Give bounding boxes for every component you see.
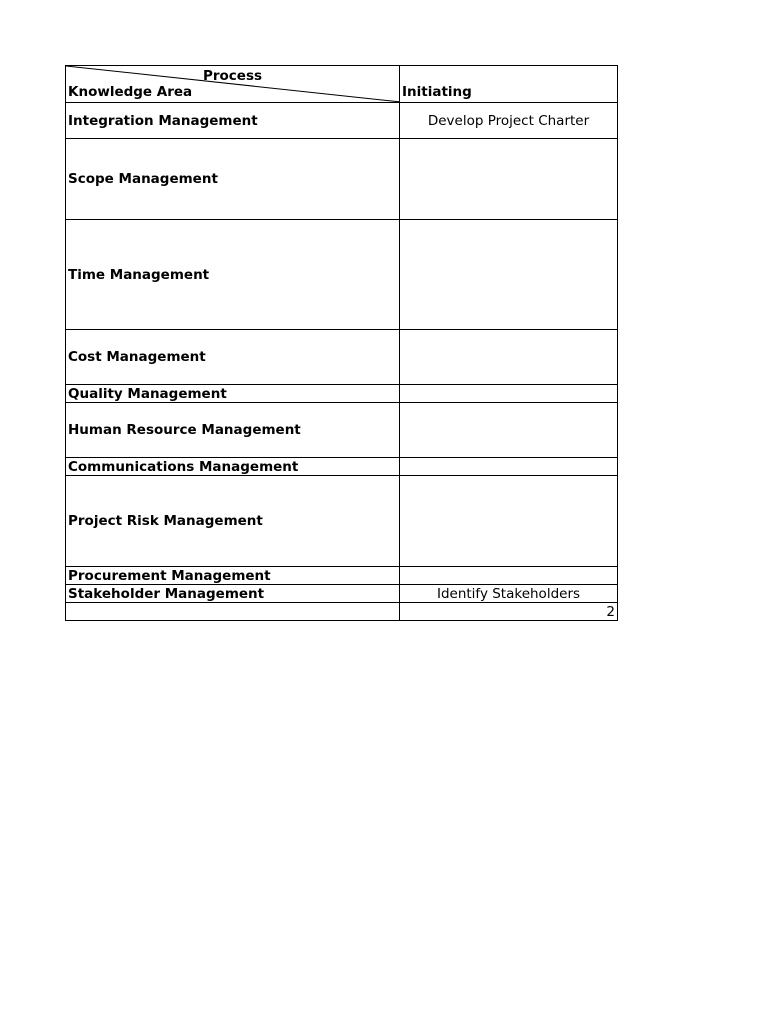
knowledge-area-header-label: Knowledge Area — [68, 84, 193, 100]
process-header-label: Process — [202, 68, 263, 84]
table-row — [66, 403, 618, 458]
knowledge-area-cell: Time Management — [66, 220, 400, 330]
initiating-cell — [400, 476, 618, 567]
initiating-cell — [400, 458, 618, 476]
initiating-cell — [400, 139, 618, 220]
initiating-cell — [400, 385, 618, 403]
initiating-cell: Identify Stakeholders — [400, 585, 618, 603]
initiating-cell — [400, 567, 618, 585]
initiating-cell — [400, 330, 618, 385]
initiating-cell — [400, 220, 618, 330]
knowledge-area-cell: Cost Management — [66, 330, 400, 385]
process-knowledge-area-table — [65, 65, 618, 621]
initiating-cell — [400, 403, 618, 458]
header-diagonal-cell — [66, 66, 400, 103]
knowledge-area-cell: Project Risk Management — [66, 476, 400, 567]
knowledge-area-cell: Procurement Management — [66, 567, 400, 585]
table-row — [66, 330, 618, 385]
footer-count: 2 — [400, 603, 618, 621]
knowledge-area-cell: Integration Management — [66, 103, 400, 139]
table-row — [66, 220, 618, 330]
knowledge-area-cell: Quality Management — [66, 385, 400, 403]
knowledge-area-cell: Scope Management — [66, 139, 400, 220]
table-row — [66, 385, 618, 403]
table-row — [66, 567, 618, 585]
table-row — [66, 476, 618, 567]
table-row — [66, 103, 618, 139]
knowledge-area-cell: Communications Management — [66, 458, 400, 476]
header-row — [66, 66, 618, 103]
footer-row — [66, 603, 618, 621]
knowledge-area-cell: Stakeholder Management — [66, 585, 400, 603]
knowledge-area-cell: Human Resource Management — [66, 403, 400, 458]
table-row — [66, 585, 618, 603]
table-row — [66, 139, 618, 220]
table-row — [66, 458, 618, 476]
initiating-cell: Develop Project Charter — [400, 103, 618, 139]
initiating-header-label: Initiating — [400, 66, 618, 103]
footer-empty-cell — [66, 603, 400, 621]
